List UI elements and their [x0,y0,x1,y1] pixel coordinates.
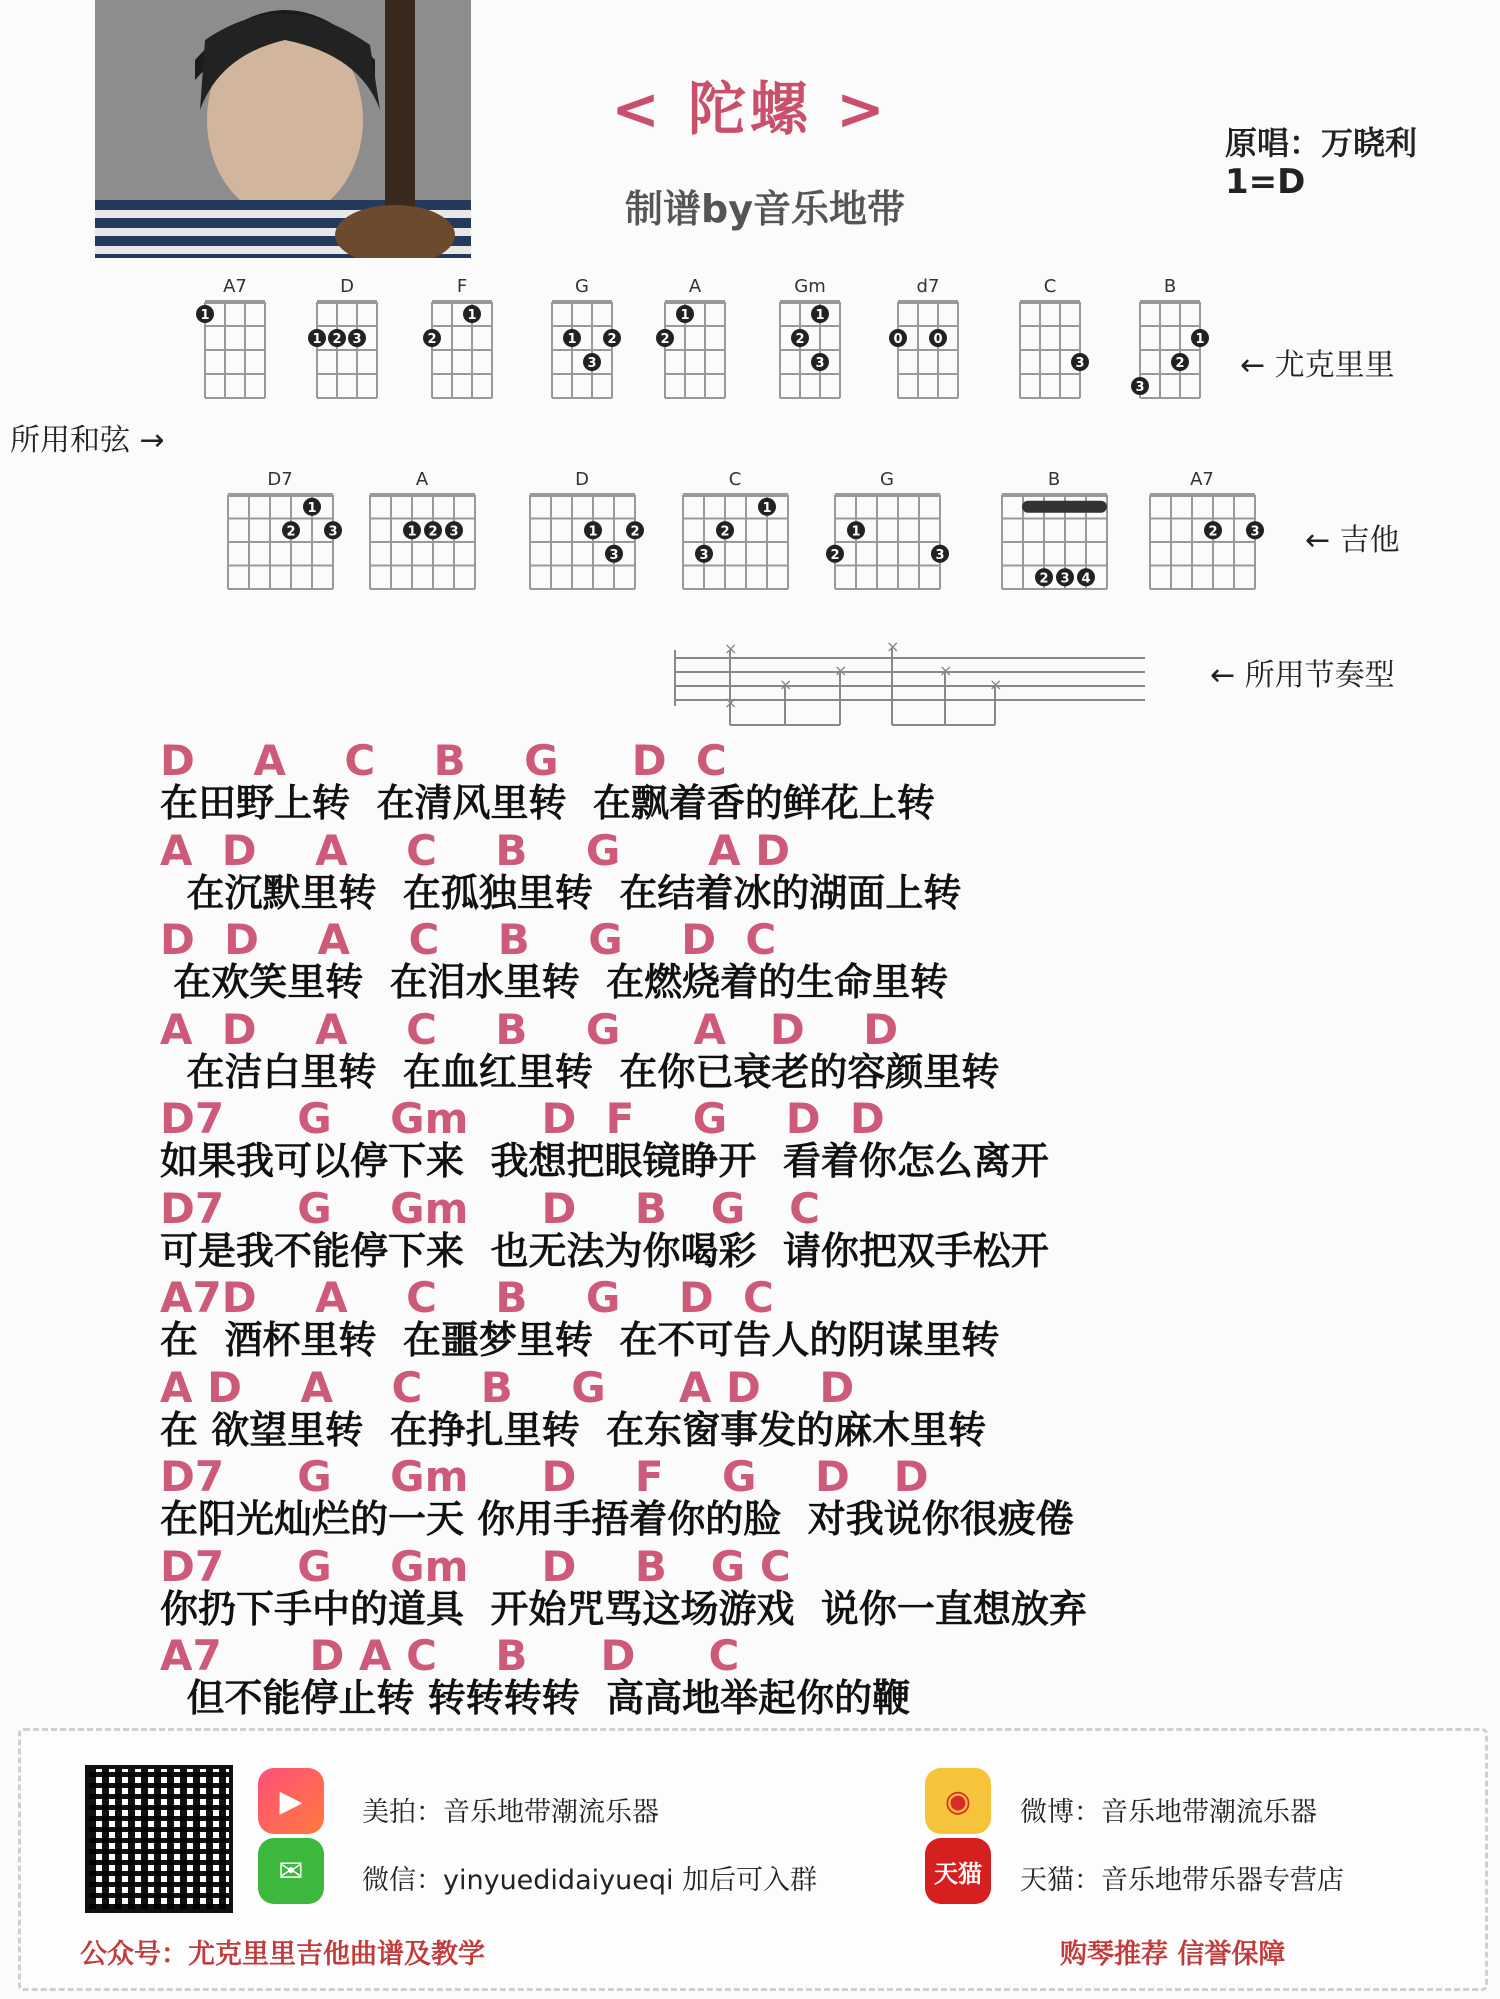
svg-text:D7: D7 [267,469,293,490]
guitar-chord-D7 [228,469,342,589]
svg-text:G: G [575,276,589,297]
lyric-line: 在 酒杯里转 在噩梦里转 在不可告人的阴谋里转 [160,1318,1000,1362]
svg-text:×: × [834,661,848,680]
svg-text:1: 1 [815,308,825,323]
svg-text:×: × [724,640,738,658]
svg-text:4: 4 [1081,571,1091,587]
guitar-chord-B [1002,469,1107,589]
ukulele-chord-B [1131,276,1209,398]
svg-text:0: 0 [893,332,903,347]
svg-text:×: × [939,661,953,680]
song-key: 1=D [1225,162,1306,202]
guitar-chord-A [370,469,475,589]
svg-text:A7: A7 [1190,469,1214,490]
svg-text:1: 1 [762,500,772,516]
svg-text:2: 2 [795,332,805,347]
lyric-line: 在欢笑里转 在泪水里转 在燃烧着的生命里转 [160,960,949,1004]
svg-text:C: C [1043,276,1057,297]
ukulele-chord-D [308,276,377,398]
svg-text:A: A [688,276,702,297]
svg-text:d7: d7 [916,276,940,297]
svg-text:1: 1 [307,500,317,516]
chord-line: A D A C B G A D D [160,1362,855,1412]
svg-text:B: B [1047,469,1061,490]
tmall-icon[interactable]: 天猫 [925,1838,991,1904]
chord-line: D A C B G D C [160,736,727,785]
svg-text:1: 1 [407,524,417,540]
guitar-chord-G [826,469,949,589]
svg-text:D: D [575,469,589,490]
lyric-line: 在田野上转 在清风里转 在飘着香的鲜花上转 [160,781,935,825]
weibo-text: 微博：音乐地带潮流乐器 [1020,1797,1317,1828]
rhythm-pattern [670,640,1150,730]
artist-photo [95,0,471,258]
ukulele-chord-Gm [780,276,840,398]
svg-text:1: 1 [312,332,322,347]
guitar-chord-A7 [1150,469,1264,589]
lyric-line: 但不能停止转 转转转转 高高地举起你的鞭 [160,1676,911,1720]
svg-text:3: 3 [1135,380,1145,395]
chord-line: A7 D A C B D C [160,1631,740,1680]
svg-text:2: 2 [1208,524,1218,540]
weibo-icon[interactable]: ◉ [925,1768,991,1834]
lyric-line: 可是我不能停下来 也无法为你喝彩 请你把双手松开 [160,1228,1049,1273]
qr-code-icon[interactable] [85,1765,233,1913]
guitar-chord-C [683,469,788,589]
svg-text:Gm: Gm [794,276,826,297]
svg-text:3: 3 [1060,571,1070,587]
svg-text:2: 2 [1175,356,1185,371]
svg-text:2: 2 [286,524,296,540]
svg-text:1: 1 [851,524,861,540]
svg-text:3: 3 [328,524,338,540]
svg-text:3: 3 [609,547,619,563]
svg-text:1: 1 [1195,332,1205,347]
ukulele-chord-A7 [196,276,265,398]
svg-text:2: 2 [428,524,438,540]
svg-text:B: B [1163,276,1177,297]
ukulele-chord-F [423,276,492,398]
svg-text:1: 1 [467,308,477,323]
svg-text:1: 1 [588,524,598,540]
svg-text:1: 1 [200,308,210,323]
chord-line: A D A C B G A D [160,825,791,875]
svg-text:2: 2 [1039,571,1049,587]
original-singer: 原唱：万晓利 [1225,124,1418,162]
meipai-text: 美拍：音乐地带潮流乐器 [362,1797,659,1828]
svg-text:A7: A7 [223,276,247,297]
song-title: < 陀螺 > [611,75,889,143]
chord-line: D7 G Gm D F G D D [160,1452,929,1501]
svg-text:F: F [456,276,468,297]
svg-text:×: × [886,640,900,656]
svg-text:×: × [779,675,793,694]
guitar-chord-D [530,469,644,589]
wechat-icon[interactable]: ✉ [258,1838,324,1904]
used-chords-label: 所用和弦 → [10,423,165,458]
svg-text:2: 2 [830,547,840,563]
lyric-line: 在 欲望里转 在挣扎里转 在东窗事发的麻木里转 [160,1407,987,1452]
svg-text:G: G [880,469,894,490]
meipai-icon[interactable]: ▶ [258,1768,324,1834]
svg-text:C: C [728,469,742,490]
svg-text:×: × [724,693,738,712]
guitar-label: ← 吉他 [1305,523,1400,558]
lyric-line: 在洁白里转 在血红里转 在你已衰老的容颜里转 [160,1049,1000,1094]
svg-text:3: 3 [815,356,825,371]
wechat-text: 微信：yinyuedidaiyueqi 加后可入群 [362,1865,818,1896]
svg-text:3: 3 [352,332,362,347]
ukulele-label: ← 尤克里里 [1240,348,1395,383]
svg-text:2: 2 [660,332,670,347]
svg-text:D: D [340,276,354,297]
svg-text:×: × [989,675,1003,694]
svg-text:3: 3 [1075,356,1085,371]
svg-text:1: 1 [680,308,690,323]
chord-line: D7 G Gm D B G C [160,1541,791,1591]
svg-text:2: 2 [427,332,437,347]
svg-text:3: 3 [587,356,597,371]
public-account: 公众号：尤克里里吉他曲谱及教学 [80,1939,485,1970]
ukulele-chord-A [656,276,725,398]
svg-text:3: 3 [449,524,459,540]
chord-line: A7D A C B G D C [160,1273,774,1322]
chord-diagrams [0,260,1300,600]
svg-text:2: 2 [630,524,640,540]
svg-text:2: 2 [332,332,342,347]
svg-text:0: 0 [933,332,943,347]
svg-text:3: 3 [1250,524,1260,540]
chord-line: D7 G Gm D F G D D [160,1094,885,1143]
ukulele-chord-C [1020,276,1089,398]
lyric-line: 在沉默里转 在孤独里转 在结着冰的湖面上转 [160,870,962,915]
slogan: 购琴推荐 信誉保障 [1060,1939,1286,1970]
svg-text:3: 3 [935,547,945,563]
tmall-text: 天猫：音乐地带乐器专营店 [1020,1865,1344,1896]
chord-line: D D A C B G D C [160,915,777,964]
ukulele-chord-d7 [889,276,958,398]
chord-line: D7 G Gm D B G C [160,1183,820,1233]
svg-text:1: 1 [567,332,577,347]
score-maker: 制谱by音乐地带 [625,187,905,231]
lyric-line: 如果我可以停下来 我想把眼镜睁开 看着你怎么离开 [160,1139,1049,1183]
svg-text:3: 3 [699,547,709,563]
svg-text:A: A [415,469,429,490]
ukulele-chord-G [552,276,621,398]
rhythm-label: ← 所用节奏型 [1210,658,1395,693]
svg-text:2: 2 [720,524,730,540]
svg-text:2: 2 [607,332,617,347]
lyric-line: 在阳光灿烂的一天 你用手捂着你的脸 对我说你很疲倦 [160,1497,1074,1541]
lyric-line: 你扔下手中的道具 开始咒骂这场游戏 说你一直想放弃 [160,1586,1087,1631]
chord-line: A D A C B G A D D [160,1004,899,1054]
